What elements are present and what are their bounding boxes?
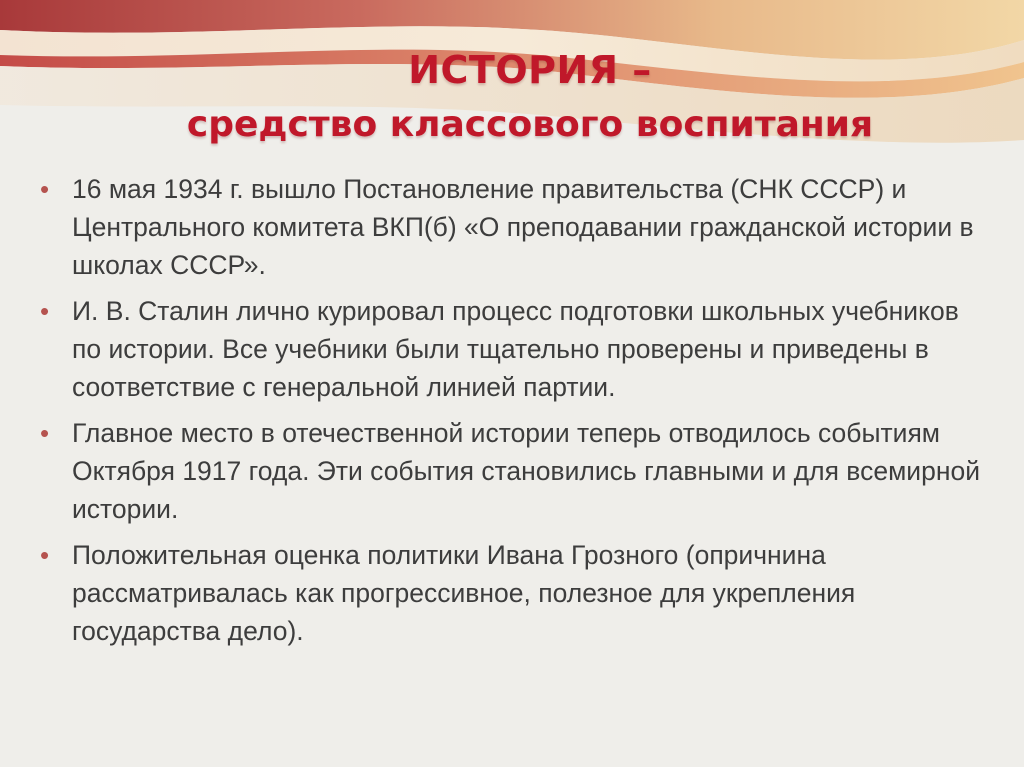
bullet-text: И. В. Сталин лично курировал процесс подготовки школьных учебников по истории. Все учебники были тщательно проверены и приведены в соответствие с генеральной линией партии.: [72, 296, 959, 402]
bullet-list: [36, 170, 986, 658]
bullet-item-ivan: [36, 536, 986, 650]
bullet-icon: •: [40, 540, 50, 570]
slide-title-line1: ИСТОРИЯ –: [408, 48, 652, 92]
bullet-icon: •: [40, 418, 50, 448]
bullet-icon: •: [40, 296, 50, 326]
bullet-item-october: [36, 414, 986, 528]
bullet-text: Положительная оценка политики Ивана Грозного (опричнина рассматривалась как прогрессивное, полезное для укрепления государства дело).: [72, 540, 856, 646]
bullet-item-stalin: [36, 292, 986, 406]
slide-title-line2: средство классового воспитания: [186, 104, 874, 145]
bullet-text: 16 мая 1934 г. вышло Постановление правительства (СНК СССР) и Центрального комитета ВКП(б) «О преподавании гражданской истории в школах СССР».: [72, 174, 974, 280]
bullet-icon: •: [40, 174, 50, 204]
bullet-text: Главное место в отечественной истории теперь отводилось событиям Октября 1917 года. Эти события становились главными и для всемирной истории.: [72, 418, 981, 524]
bullet-item-decree: [36, 170, 986, 284]
